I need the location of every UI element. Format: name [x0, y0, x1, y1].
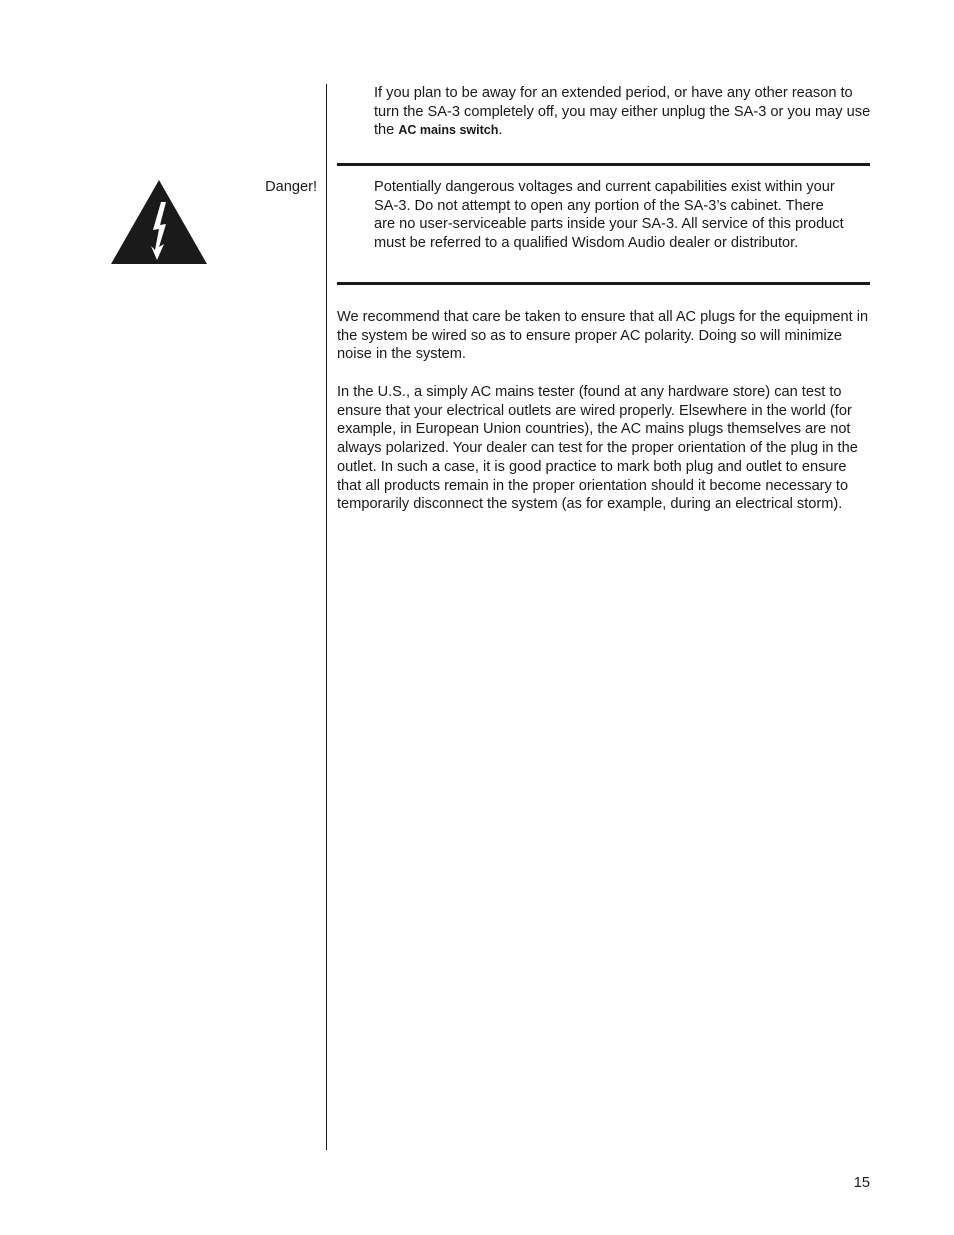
danger-top-rule [337, 163, 870, 166]
intro-end: . [498, 122, 503, 139]
ac-mains-switch-label: AC mains switch [398, 123, 499, 138]
ac-polarity-paragraph: We recommend that care be taken to ensure that all AC plugs for the equipment in the system be wired so as to ensure proper AC polarity. Doing so will minimize noise in the system. [337, 309, 869, 363]
page-number: 15 [853, 1175, 870, 1191]
intro-text: If you plan to be away for an extended period, or have any other reason to turn the SA-3 completely off, you may either unplug the SA-3 or you may use the [374, 85, 871, 139]
danger-bottom-rule [337, 282, 870, 285]
high-voltage-warning-icon [111, 180, 207, 264]
ac-tester-paragraph: In the U.S., a simply AC mains tester (found at any hardware store) can test to ensure that your electrical outlets are wired properly. Elsewhere in the world (for example, in European Union countries), the AC mains plugs themselves are not always polarized. Your dealer can test for the proper orientation of the plug in the outlet. In such a case, it is good practice to mark both plug and outlet to ensure that all products remain in the proper orientation should it become necessary to temporarily disconnect the system (as for example, during an electrical storm). [337, 384, 858, 513]
danger-label: Danger! [265, 179, 317, 195]
danger-warning-text: Potentially dangerous voltages and current capabilities exist within your SA-3. Do not attempt to open any portion of the SA-3’s cabinet. There are no user-serviceable parts inside your SA-3. All service of this product must be referred to a qualified Wisdom Audio dealer or distributor. [374, 179, 844, 252]
intro-paragraph [374, 84, 874, 140]
margin-divider-line [326, 84, 327, 1150]
